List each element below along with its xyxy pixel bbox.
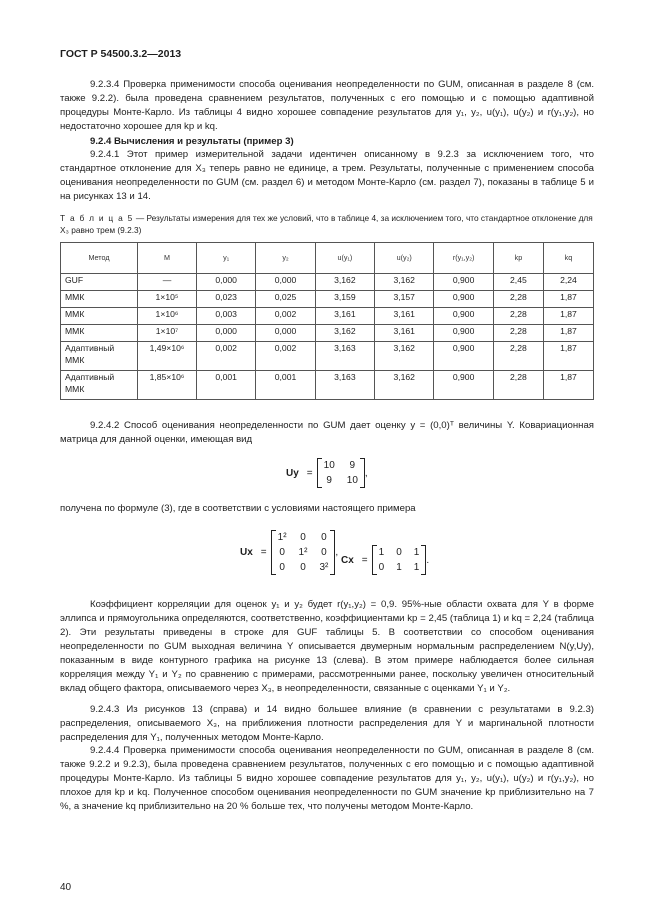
paragraph-9-2-4-3: 9.2.4.3 Из рисунков 13 (справа) и 14 видно большее влияние (в сравнении с результатами в 9.2.3) распределения, описываемого X₃, на приближения плотности распределения для Y и маргинальной плотности распределения для Y₁, полученных методом Монте-Карло. <box>60 704 594 743</box>
cell-m: 1,85×10⁶ <box>138 371 197 400</box>
cell-y2: 0,002 <box>256 342 315 371</box>
table-row <box>61 342 594 371</box>
paragraph-9-2-4-2: 9.2.4.2 Способ оценивания неопределенности по GUM дает оценку y = (0,0)ᵀ величины Y. Ковариационная матрица для данной оценки, имеющая вид <box>60 420 594 445</box>
matrix-cx-label: Cx <box>341 554 354 566</box>
cell-kq: 1,87 <box>543 291 593 308</box>
equals-sign: = <box>306 467 313 479</box>
table-row <box>61 291 594 308</box>
cell-method: Адаптивный ММК <box>61 371 138 400</box>
col-header-u-y2: u(y₂) <box>375 243 434 274</box>
matrix-cell: 1 <box>413 562 420 573</box>
col-header-y1: y₁ <box>197 243 256 274</box>
cell-u-y1: 3,161 <box>315 308 374 325</box>
matrix-cx-tail: . <box>426 554 430 566</box>
table-row <box>61 325 594 342</box>
cell-y2: 0,001 <box>256 371 315 400</box>
paragraph-9-2-4-1: 9.2.4.1 Этот пример измерительной задачи идентичен описанному в 9.2.3 за исключением того, что стандартное отклонение для X₃ теперь равно не единице, а трем. Результаты, полученные с применением способа оценивания неопределенности по GUM (см. раздел 6) и методом Монте-Карло (см. раздел 7), показаны в таблице 5 и на рисунках 13 и 14. <box>60 149 594 202</box>
table-header-row <box>61 243 594 274</box>
cell-kp: 2,28 <box>493 325 543 342</box>
cell-u-y1: 3,162 <box>315 325 374 342</box>
matrix-cell: 0 <box>279 547 285 558</box>
cell-y2: 0,000 <box>256 325 315 342</box>
cell-y2: 0,002 <box>256 308 315 325</box>
cell-kp: 2,28 <box>493 308 543 325</box>
cell-r: 0,900 <box>434 371 494 400</box>
cell-method: Адаптивный ММК <box>61 342 138 371</box>
matrix-cx-body <box>372 545 430 575</box>
cell-r: 0,900 <box>434 291 494 308</box>
results-table <box>60 242 594 400</box>
matrix-cell: 3² <box>319 562 329 573</box>
matrix-cell: 0 <box>279 562 285 573</box>
paragraph-9-2-4-4: 9.2.4.4 Проверка применимости способа оценивания неопределенности по GUM, описанная в разделе 8 (см. также 9.2.2 и 9.2.3), была проведена сравнением результатов, полученных с его помощью и с помощью адаптивной процедуры Монте-Карло. Из таблицы 5 видно хорошее совпадение результатов для y₁, y₂, u(y₁), u(y₂) и r(y₁,y₂), но плохое для kp и kq. Полученное способом оценивания неопределенности по GUM значение kp приблизительно на 7 %, а значение kq приблизительно на 20 % больше тех, что получены методом Монте-Карло. <box>60 745 594 812</box>
cell-y1: 0,000 <box>197 274 256 291</box>
cell-m: 1×10⁶ <box>138 308 197 325</box>
cell-y1: 0,000 <box>197 325 256 342</box>
page-number: 40 <box>60 882 72 893</box>
col-header-m: M <box>138 243 197 274</box>
matrix-cell: 1 <box>378 547 385 558</box>
matrix-ux-body <box>271 530 339 575</box>
matrix-cx <box>341 545 429 575</box>
col-header-r: r(y₁,y₂) <box>434 243 494 274</box>
cell-m: 1×10⁷ <box>138 325 197 342</box>
col-header-kp: kp <box>493 243 543 274</box>
paragraph-correlation: Коэффициент корреляции для оценок y₁ и y₂ будет r(y₁,y₂) = 0,9. 95%-ные области охвата для Y в форме эллипса и прямоугольника определяются, соответственно, коэффициентами kp = 2,45 (таблица 1) и kq = 2,24 (таблица 2). Эти результаты приведены в строке для GUF таблицы 5. В соответствии со способом оценивания неопределенности по GUM выходная величина Y описывается двумерным нормальным распределением N(y,Uy), показанным в виде контурного графика на рисунке 13 (слева). В этом примере наблюдается более сильная корреляция между Y₁ и Y₂ по сравнению с примерами, рассмотренными ранее, поскольку увеличен относительный вклад общего фактора, описываемого через X₃, в неопределенности, связанные с оценками Y₁ и Y₂. <box>60 599 594 694</box>
document-header: ГОСТ Р 54500.3.2—2013 <box>60 48 182 60</box>
cell-m: 1×10⁵ <box>138 291 197 308</box>
col-header-y2: y₂ <box>256 243 315 274</box>
cell-r: 0,900 <box>434 342 494 371</box>
cell-u-y2: 3,161 <box>375 308 434 325</box>
matrix-cell: 0 <box>396 547 402 558</box>
cell-m: 1,49×10⁶ <box>138 342 197 371</box>
cell-u-y2: 3,162 <box>375 274 434 291</box>
matrix-cell: 10 <box>346 475 358 486</box>
cell-u-y1: 3,162 <box>315 274 374 291</box>
cell-y1: 0,002 <box>197 342 256 371</box>
table-caption-label: Т а б л и ц а 5 <box>60 213 134 223</box>
cell-kq: 2,24 <box>543 274 593 291</box>
cell-kp: 2,28 <box>493 291 543 308</box>
cell-kp: 2,45 <box>493 274 543 291</box>
matrix-cell: 10 <box>323 460 335 471</box>
matrix-cell: 0 <box>300 532 306 543</box>
cell-kq: 1,87 <box>543 371 593 400</box>
cell-kp: 2,28 <box>493 342 543 371</box>
matrix-cell: 1 <box>413 547 420 558</box>
cell-m: — <box>138 274 197 291</box>
cell-method: ММК <box>61 291 138 308</box>
cell-u-y1: 3,163 <box>315 342 374 371</box>
matrix-cell: 0 <box>321 532 327 543</box>
cell-y1: 0,001 <box>197 371 256 400</box>
cell-u-y1: 3,159 <box>315 291 374 308</box>
equals-sign: = <box>260 547 267 558</box>
cell-method: ММК <box>61 325 138 342</box>
matrix-cell: 0 <box>378 562 385 573</box>
matrix-cell: 0 <box>321 547 327 558</box>
equals-sign: = <box>361 554 368 566</box>
matrix-ux-tail: , <box>335 547 339 558</box>
cell-y2: 0,000 <box>256 274 315 291</box>
cell-method: GUF <box>61 274 138 291</box>
matrix-uy-body <box>317 458 365 488</box>
matrix-uy <box>286 458 368 488</box>
paragraph-9-2-3-4: 9.2.3.4 Проверка применимости способа оценивания неопределенности по GUM, описанная в разделе 8 (см. также 9.2.2). была проведена сравнением результатов, полученных с его помощью и с помощью адаптивной процедуры Монте-Карло. Из таблицы 4 видно хорошее совпадение результатов для y₁, y₂, u(y₁), u(y₂) и r(y₁,y₂), но недостаточно хорошее для kp и kq. <box>60 79 594 132</box>
paragraph-formula-3: получена по формуле (3), где в соответствии с условиями настоящего примера <box>60 503 416 514</box>
cell-kq: 1,87 <box>543 308 593 325</box>
matrix-cell: 9 <box>326 475 332 486</box>
matrix-cell: 0 <box>300 562 306 573</box>
table-row <box>61 308 594 325</box>
matrix-cell: 1² <box>277 532 287 543</box>
table-row <box>61 371 594 400</box>
cell-kq: 1,87 <box>543 342 593 371</box>
cell-kp: 2,28 <box>493 371 543 400</box>
cell-y1: 0,003 <box>197 308 256 325</box>
cell-r: 0,900 <box>434 325 494 342</box>
cell-r: 0,900 <box>434 274 494 291</box>
table-caption <box>60 212 594 236</box>
cell-u-y1: 3,163 <box>315 371 374 400</box>
cell-u-y2: 3,161 <box>375 325 434 342</box>
cell-u-y2: 3,162 <box>375 342 434 371</box>
matrix-ux-label: Ux <box>240 547 253 558</box>
matrix-uy-tail: , <box>364 467 368 479</box>
cell-method: ММК <box>61 308 138 325</box>
matrix-uy-label: Uy <box>286 467 299 479</box>
cell-r: 0,900 <box>434 308 494 325</box>
cell-kq: 1,87 <box>543 325 593 342</box>
cell-u-y2: 3,157 <box>375 291 434 308</box>
col-header-method: Метод <box>61 243 138 274</box>
cell-u-y2: 3,162 <box>375 371 434 400</box>
table-row <box>61 274 594 291</box>
cell-y2: 0,025 <box>256 291 315 308</box>
matrix-ux <box>240 530 338 575</box>
table-caption-text: — Результаты измерения для тех же условий, что в таблице 4, за исключением того, что стандартное отклонение для X₃ равно трем (9.2.3) <box>60 213 593 235</box>
matrix-cell: 9 <box>349 460 356 471</box>
matrix-cell: 1 <box>396 562 402 573</box>
cell-y1: 0,023 <box>197 291 256 308</box>
col-header-u-y1: u(y₁) <box>315 243 374 274</box>
matrix-cell: 1² <box>298 547 308 558</box>
section-heading-9-2-4: 9.2.4 Вычисления и результаты (пример 3) <box>90 136 294 147</box>
col-header-kq: kq <box>543 243 593 274</box>
